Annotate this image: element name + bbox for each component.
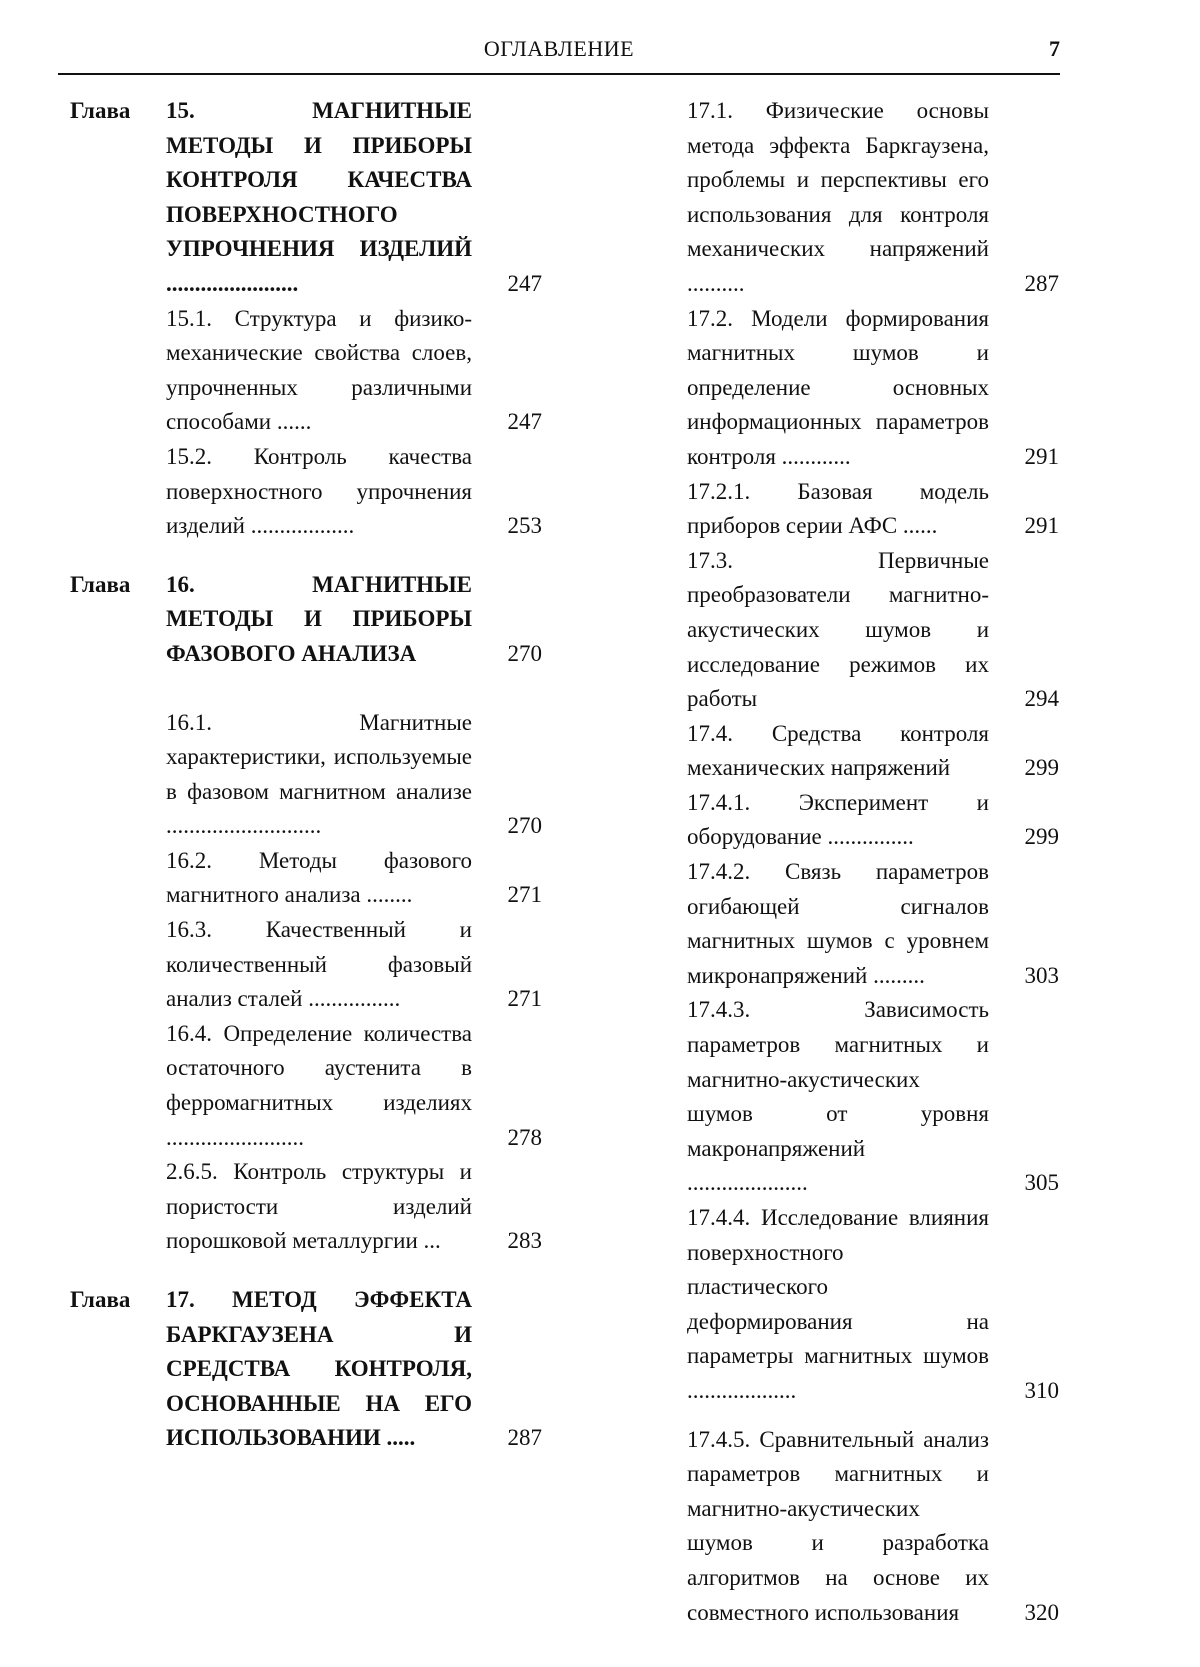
section-title: 17.3. Первичные преобразователи магнитно-акустических шумов и исследование режимов их работы [687, 547, 989, 712]
section-title: 16.1. Магнитные характеристики, используемые в фазовом магнитном анализе ........................... [166, 709, 472, 839]
page-ref: 287 [1024, 270, 1059, 296]
page-ref: 303 [1024, 962, 1059, 988]
running-title: ОГЛАВЛЕНИЕ [483, 36, 635, 61]
page-ref: 271 [507, 986, 542, 1012]
toc-section-15-2[interactable] [70, 440, 542, 544]
page-ref: 294 [1024, 686, 1059, 712]
section-title: 15.2. Контроль качества поверхностного упрочнения изделий .................. [166, 443, 472, 539]
toc-section-16-2[interactable] [70, 844, 542, 913]
section-title: 17.2.1. Базовая модель приборов серии АФС ...... [687, 478, 989, 539]
chapter-title: 15. МАГНИТНЫЕ МЕТОДЫ И ПРИБОРЫ КОНТРОЛЯ КАЧЕСТВА ПОВЕРХНОСТНОГО УПРОЧНЕНИЯ ИЗДЕЛИЙ ....................... [166, 98, 472, 296]
toc-section-16-3[interactable] [70, 913, 542, 1017]
page-header [58, 30, 1060, 74]
page-ref: 253 [507, 513, 542, 539]
page-ref: 270 [507, 813, 542, 839]
chapter-label: Глава [70, 1287, 131, 1312]
page-ref: 310 [1024, 1377, 1059, 1403]
toc-chapter-15[interactable] [70, 94, 542, 302]
page-ref: 291 [1024, 513, 1059, 539]
toc-column-left [70, 94, 542, 1456]
toc-section-17-4[interactable] [687, 717, 1059, 786]
toc-section-17-4-3[interactable] [687, 993, 1059, 1201]
section-title: 17.2. Модели формирования магнитных шумов и определение основных информационных параметров контроля ............ [687, 305, 989, 469]
section-title: 16.3. Качественный и количественный фазовый анализ сталей ................ [166, 917, 472, 1012]
toc-section-17-2[interactable] [687, 302, 1059, 475]
section-title: 17.4. Средства контроля механических напряжений [687, 720, 989, 781]
chapter-label: Глава [70, 98, 131, 123]
chapter-label: Глава [70, 571, 131, 597]
toc-section-16-1[interactable] [70, 706, 542, 844]
page-ref: 283 [507, 1228, 542, 1254]
page-ref: 271 [507, 882, 542, 908]
toc-chapter-17[interactable] [70, 1283, 542, 1456]
section-title: 17.4.2. Связь параметров огибающей сигналов магнитных шумов с уровнем микронапряжений ......... [687, 859, 989, 988]
page-ref: 299 [1024, 755, 1059, 781]
toc-section-17-4-1[interactable] [687, 786, 1059, 855]
page-number: 7 [1049, 36, 1060, 61]
section-title: 17.1. Физические основы метода эффекта Баркгаузена, проблемы и перспективы его использования для контроля механических напряжений .......... [687, 98, 989, 296]
toc-section-17-1[interactable] [687, 94, 1059, 302]
toc-section-2-6-5[interactable] [70, 1155, 542, 1259]
header-rule [58, 73, 1060, 75]
toc-section-17-4-2[interactable] [687, 855, 1059, 993]
section-title: 17.4.1. Эксперимент и оборудование ............... [687, 789, 989, 850]
page-ref: 291 [1024, 443, 1059, 469]
page-ref: 278 [507, 1124, 542, 1150]
chapter-title: 17. МЕТОД ЭФФЕКТА БАРКГАУЗЕНА И СРЕДСТВА КОНТРОЛЯ, ОСНОВАННЫЕ НА ЕГО ИСПОЛЬЗОВАНИИ ..... [166, 1287, 472, 1451]
toc-section-17-4-5[interactable] [687, 1423, 1059, 1631]
toc-section-17-2-1[interactable] [687, 475, 1059, 544]
section-title: 17.4.4. Исследование влияния поверхностного пластического деформирования на параметры магнитных шумов ................... [687, 1205, 989, 1403]
section-title: 15.1. Структура и физико-механические свойства слоев, упрочненных различными способами ...... [166, 305, 472, 435]
toc-section-15-1[interactable] [70, 302, 542, 440]
toc-section-17-4-4[interactable] [687, 1201, 1059, 1409]
toc-chapter-16[interactable] [70, 568, 542, 672]
toc-section-17-3[interactable] [687, 544, 1059, 717]
page-ref: 305 [1024, 1170, 1059, 1196]
section-title: 2.6.5. Контроль структуры и пористости изделий порошковой металлургии ... [166, 1159, 472, 1254]
page-ref: 270 [507, 640, 542, 666]
section-title: 17.4.3. Зависимость параметров магнитных и магнитно-акустических шумов от уровня макронапряжений ..................... [687, 997, 989, 1196]
section-title: 16.4. Определение количества остаточного аустенита в ферромагнитных изделиях ........................ [166, 1020, 472, 1150]
section-title: 17.4.5. Сравнительный анализ параметров магнитных и магнитно-акустических шумов и разработка алгоритмов на основе их совместного использования [687, 1426, 989, 1625]
chapter-title: 16. МАГНИТНЫЕ МЕТОДЫ И ПРИБОРЫ ФАЗОВОГО АНАЛИЗА [166, 571, 472, 666]
toc-section-16-4[interactable] [70, 1017, 542, 1155]
page-ref: 287 [507, 1425, 542, 1451]
page-ref: 320 [1024, 1599, 1059, 1625]
section-title: 16.2. Методы фазового магнитного анализа ........ [166, 847, 472, 908]
page-ref: 247 [507, 409, 542, 435]
page-ref: 247 [507, 270, 542, 296]
toc-column-right [687, 94, 1059, 1630]
page-ref: 299 [1024, 824, 1059, 850]
